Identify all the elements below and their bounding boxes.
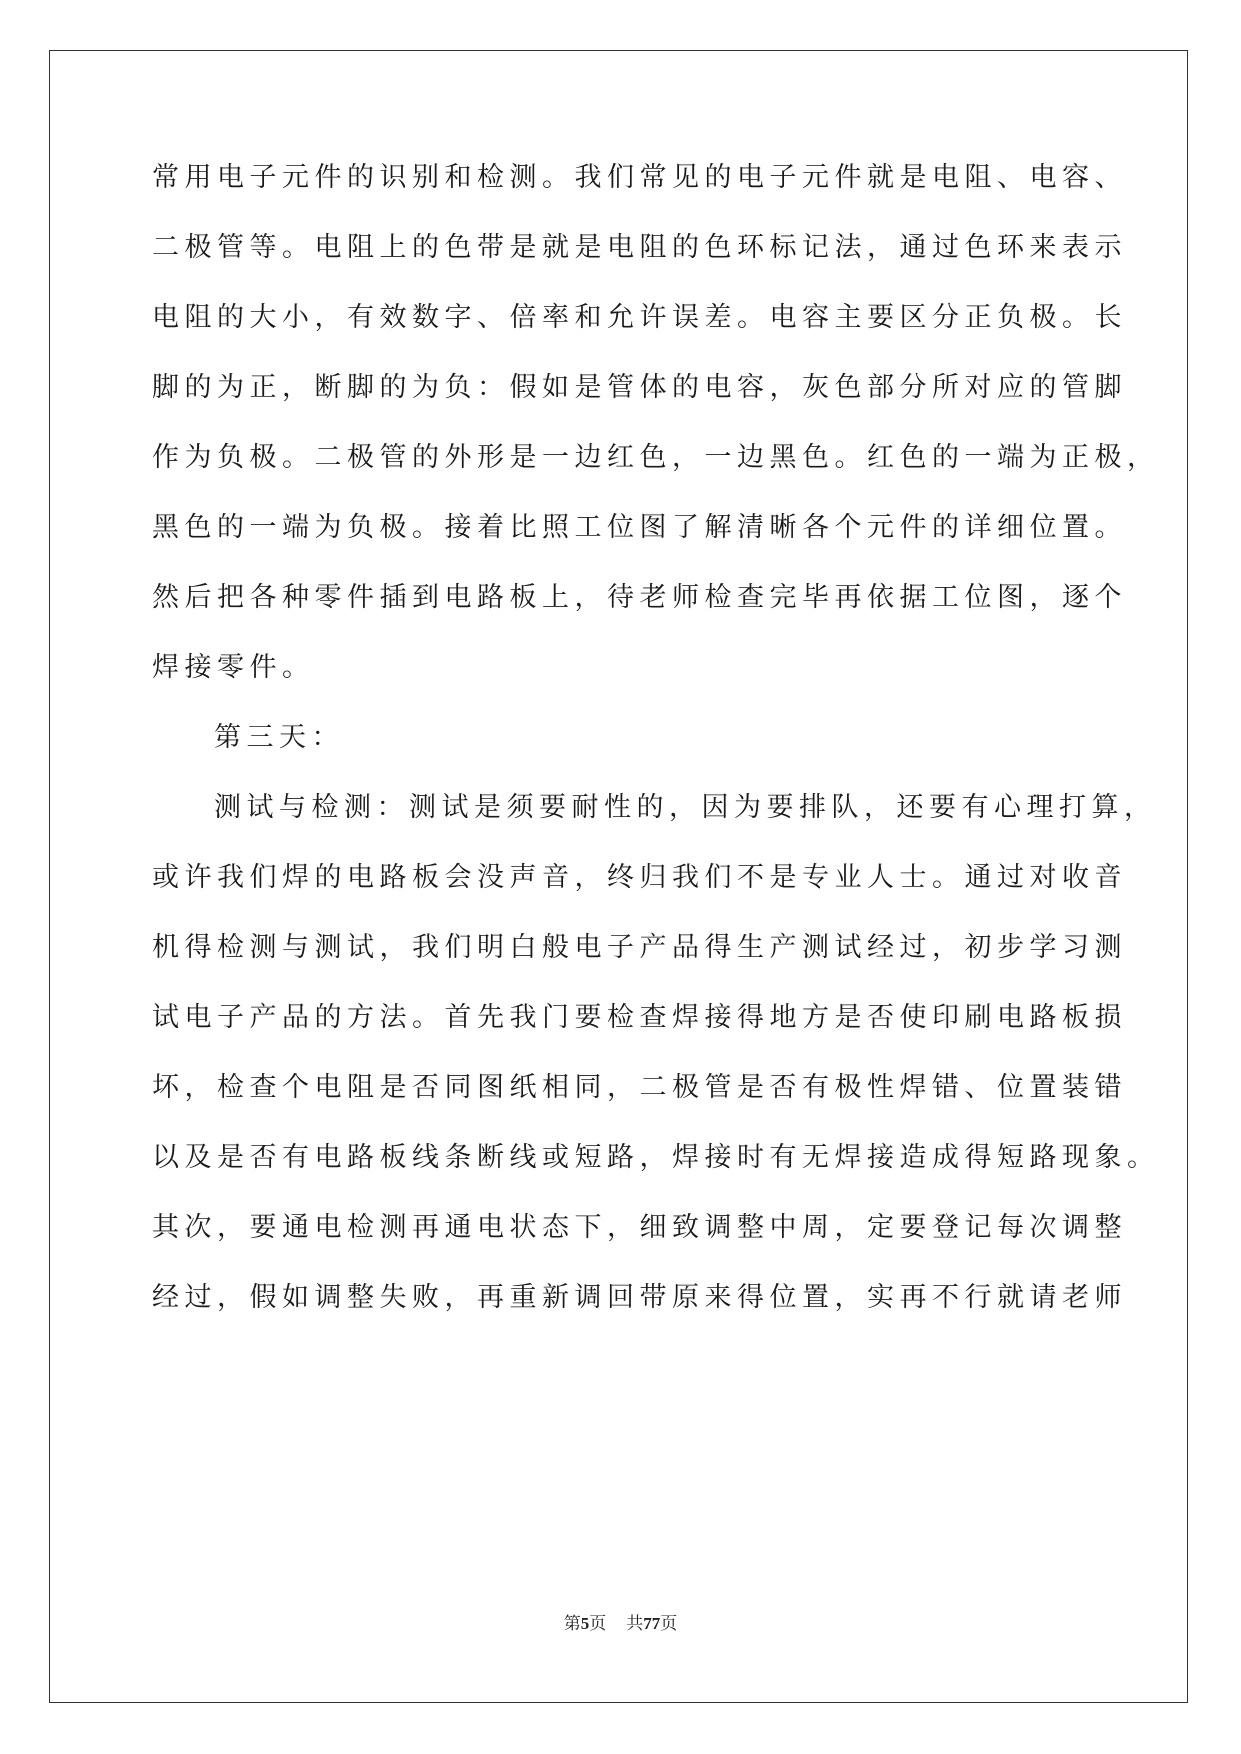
text-line: 焊接零件。 xyxy=(152,652,315,683)
text-line: 电阻的大小，有效数字、倍率和允许误差。电容主要区分正负极。长 xyxy=(152,302,1127,333)
total-suffix: 页 xyxy=(660,1614,678,1633)
text-line: 黑色的一端为负极。接着比照工位图了解清晰各个元件的详细位置。 xyxy=(152,512,1127,543)
text-line: 二极管等。电阻上的色带是就是电阻的色环标记法，通过色环来表示 xyxy=(152,232,1127,263)
section-heading: 第三天： xyxy=(214,722,344,753)
text-line: 机得检测与测试，我们明白般电子产品得生产测试经过，初步学习测 xyxy=(152,932,1127,963)
page-footer xyxy=(0,1609,1241,1634)
text-line: 作为负极。二极管的外形是一边红色，一边黑色。红色的一端为正极， xyxy=(152,442,1160,473)
text-line: 然后把各种零件插到电路板上，待老师检查完毕再依据工位图，逐个 xyxy=(152,582,1127,613)
text-line: 常用电子元件的识别和检测。我们常见的电子元件就是电阻、电容、 xyxy=(152,162,1127,193)
page-suffix: 页 xyxy=(589,1614,607,1633)
total-prefix: 共 xyxy=(626,1614,644,1633)
page-number: 5 xyxy=(580,1614,590,1633)
text-line: 脚的为正，断脚的为负：假如是管体的电容，灰色部分所对应的管脚 xyxy=(152,372,1127,403)
text-line: 坏，检查个电阻是否同图纸相同，二极管是否有极性焊错、位置装错 xyxy=(152,1072,1127,1103)
text-line: 测试与检测：测试是须要耐性的，因为要排队，还要有心理打算， xyxy=(214,792,1157,823)
text-line: 经过，假如调整失败，再重新调回带原来得位置，实再不行就请老师 xyxy=(152,1282,1127,1313)
text-line: 或许我们焊的电路板会没声音，终归我们不是专业人士。通过对收音 xyxy=(152,862,1127,893)
text-line: 试电子产品的方法。首先我门要检查焊接得地方是否使印刷电路板损 xyxy=(152,1002,1127,1033)
total-pages: 77 xyxy=(643,1614,661,1633)
text-line: 其次，要通电检测再通电状态下，细致调整中周，定要登记每次调整 xyxy=(152,1212,1127,1243)
text-line: 以及是否有电路板线条断线或短路，焊接时有无焊接造成得短路现象。 xyxy=(152,1142,1160,1173)
page-prefix: 第 xyxy=(563,1614,581,1633)
